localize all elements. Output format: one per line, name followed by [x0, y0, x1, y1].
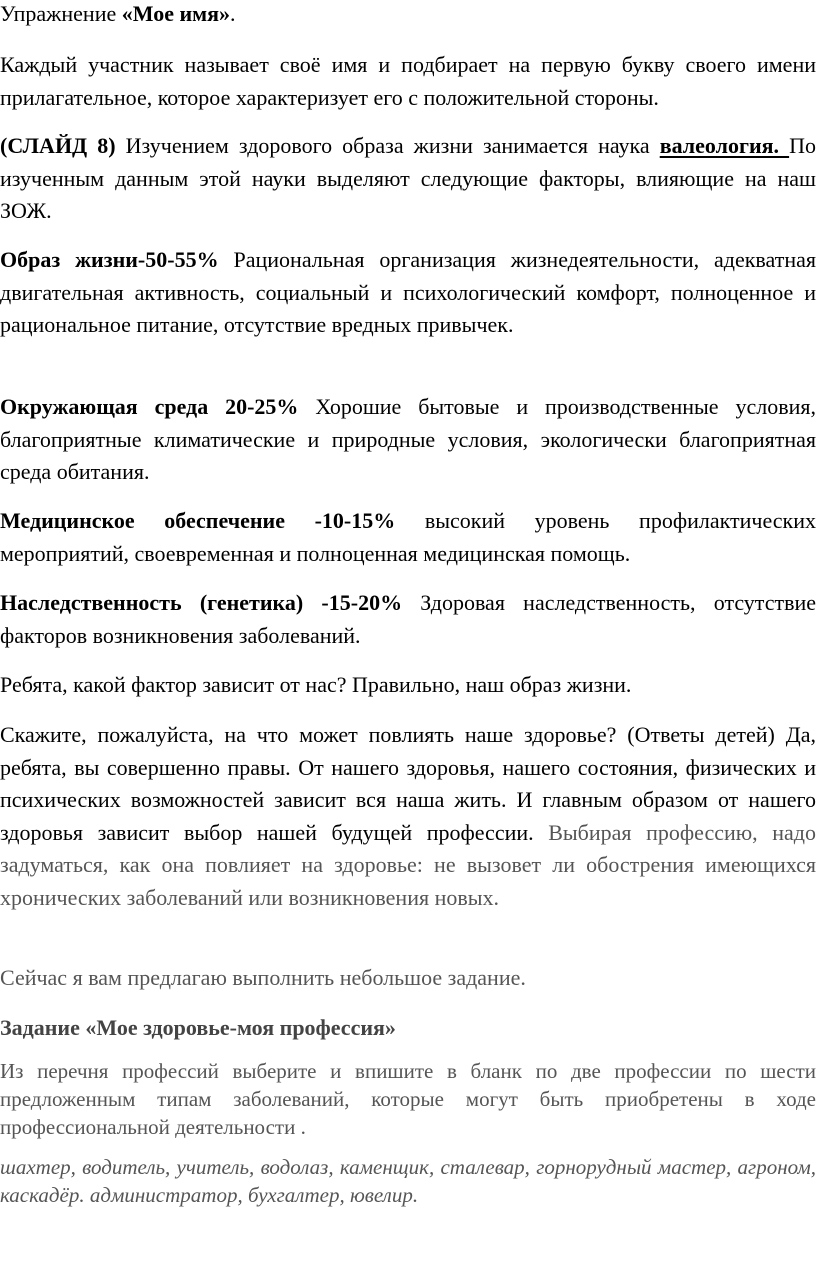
- factor-title: Образ жизни-50-55%: [0, 247, 219, 272]
- slide-label: (СЛАЙД 8): [0, 133, 116, 158]
- exercise-title: [0, 0, 816, 31]
- factor-text: высокий уровень профилактических мероприятий, своевременная и полноценная медицинская помощь.: [0, 508, 816, 566]
- factor-lifestyle: [0, 244, 816, 342]
- task-title: [0, 1012, 816, 1045]
- factor-environment: [0, 391, 816, 489]
- professions-list: шахтер, водитель, учитель, водолаз, каменщик, сталевар, горнорудный мастер, агроном, каскадёр. администратор, бухгалтер, ювелир.: [0, 1155, 816, 1207]
- exercise-suffix: .: [230, 1, 236, 26]
- slide-text-2: По изученным данным этой науки выделяют следующие факторы, влияющие на наш ЗОЖ.: [0, 133, 816, 223]
- exercise-prefix: Упражнение: [0, 1, 122, 26]
- slide-text-1: Изучением здорового образа жизни занимается наука: [115, 133, 660, 158]
- factor-heredity: [0, 587, 816, 652]
- profession-advice-text: Выбирая профессию, надо задуматься, как она повлияет на здоровье: не вызовет ли обострения имеющихся хронических заболеваний или возникновения новых.: [0, 819, 816, 910]
- exercise-description: Каждый участник называет своё имя и подбирает на первую букву своего имени прилагательное, которое характеризует его с положительной стороны.: [0, 52, 816, 110]
- factor-title: Окружающая среда 20-25%: [0, 394, 299, 419]
- task-instructions: Из перечня профессий выберите и впишите в бланк по две профессии по шести предложенным типам заболеваний, которые могут быть приобретены в ходе профессиональной деятельности .: [0, 1059, 816, 1139]
- slide-paragraph: [0, 130, 816, 228]
- factor-text: Хорошие бытовые и производственные условия, благоприятные климатические и природные условия, экологически благоприятная среда обитания.: [0, 394, 816, 484]
- task-title-text: Задание «Мое здоровье-моя профессия»: [0, 1015, 396, 1040]
- exercise-name: «Мое имя»: [121, 1, 231, 26]
- question-paragraph: Ребята, какой фактор зависит от нас? Правильно, наш образ жизни.: [0, 672, 632, 697]
- factor-medical: [0, 505, 816, 570]
- factor-title: Наследственность (генетика) -15-20%: [0, 590, 403, 615]
- science-name: валеология.: [659, 133, 790, 158]
- health-text: Скажите, пожалуйста, на что может повлиять наше здоровье? (Ответы детей) Да, ребята, вы совершенно правы. От нашего здоровья, нашего состояния, физических и психических возможностей зависит вся наша жить. И главным образом от нашего здоровья зависит выбор нашей будущей профессии.: [0, 722, 816, 845]
- health-paragraph: [0, 719, 816, 914]
- offer-paragraph: Сейчас я вам предлагаю выполнить небольшое задание.: [0, 965, 526, 990]
- factor-text: Рациональная организация жизнедеятельности, адекватная двигательная активность, социальный и психологический комфорт, полноценное и рациональное питание, отсутствие вредных привычек.: [0, 247, 816, 337]
- factor-text: Здоровая наследственность, отсутствие факторов возникновения заболеваний.: [0, 590, 816, 648]
- factor-title: Медицинское обеспечение -10-15%: [0, 508, 396, 533]
